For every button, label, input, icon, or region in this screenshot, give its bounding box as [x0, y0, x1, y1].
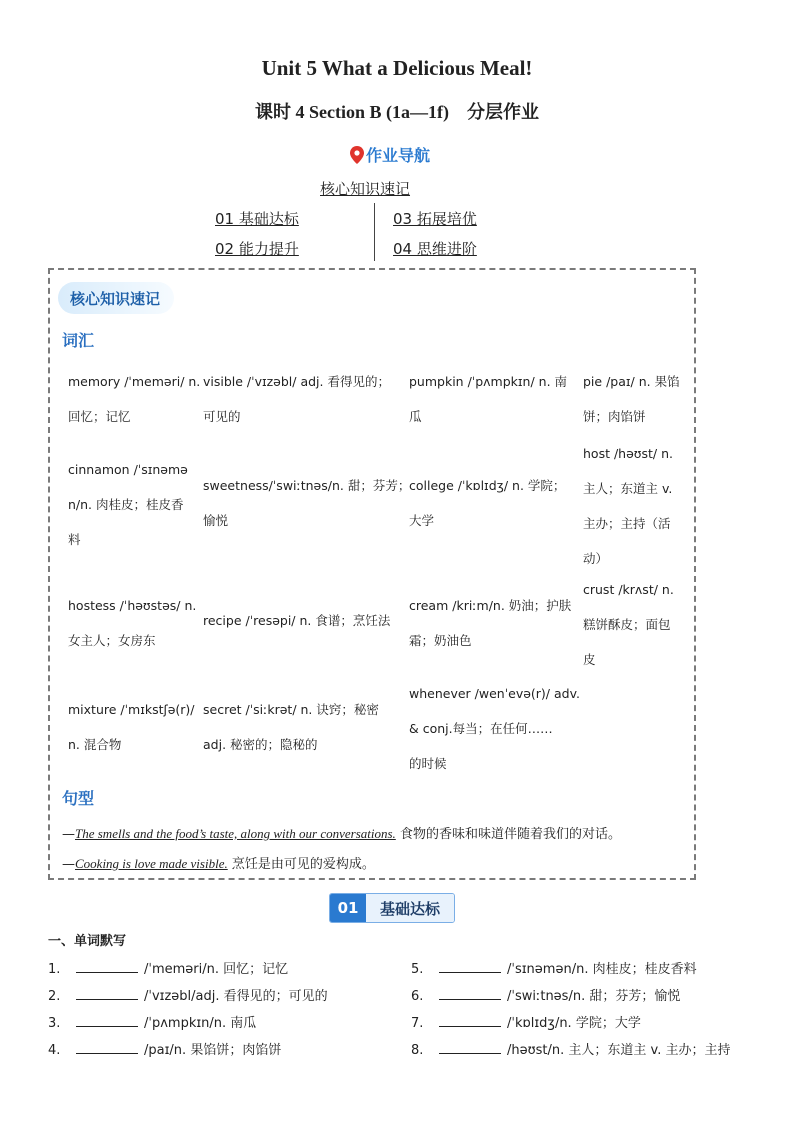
nav-link-02[interactable]: 02 能力提升 — [215, 240, 299, 258]
vocab-memory: memory /ˈmeməri/ n. 回忆；记忆 — [68, 374, 201, 424]
nav-link-01[interactable]: 01 基础达标 — [215, 210, 299, 228]
exercise-item: 3. /ˈpʌmpkɪn/n. 南瓜 — [48, 1016, 257, 1031]
pattern-1: —The smells and the food’s taste, along with our conversations. 食物的香味和味道伴随着我们的对话。 — [62, 826, 621, 842]
answer-blank[interactable] — [439, 960, 501, 973]
document-title: Unit 5 What a Delicious Meal! — [261, 56, 533, 80]
answer-blank[interactable] — [76, 987, 138, 1000]
vocab-host: host /həʊst/ n. 主人；东道主 v. 主办；主持（活 动） — [583, 446, 673, 566]
vocab-hostess: hostess /ˈhəʊstəs/ n. 女主人；女房东 — [68, 598, 197, 648]
vocab-cinnamon: cinnamon /ˈsɪnəmə n/n. 肉桂皮；桂皮香 料 — [68, 462, 188, 547]
vocab-cream: cream /kriːm/n. 奶油；护肤 霜；奶油色 — [409, 598, 572, 648]
vocab-pumpkin: pumpkin /ˈpʌmpkɪn/ n. 南 瓜 — [409, 374, 568, 424]
vocab-secret: secret /ˈsiːkrət/ n. 诀窍；秘密 adj. 秘密的；隐秘的 — [203, 702, 379, 752]
vocab-college: college /ˈkɒlɪdʒ/ n. 学院； 大学 — [409, 478, 566, 528]
exercise-title: 一、单词默写 — [48, 934, 127, 949]
document-subtitle: 课时 4 Section B (1a—1f) 分层作业 — [255, 102, 539, 122]
vocab-visible: visible /ˈvɪzəbl/ adj. 看得见的； 可见的 — [203, 374, 390, 424]
exercise-item: 2. /ˈvɪzəbl/adj. 看得见的；可见的 — [48, 989, 328, 1004]
homework-nav-heading — [350, 143, 430, 166]
answer-blank[interactable] — [439, 987, 501, 1000]
answer-blank[interactable] — [76, 1041, 138, 1054]
section-01-badge — [329, 893, 455, 923]
vocab-mixture: mixture /ˈmɪkstʃə(r)/ n. 混合物 — [68, 702, 195, 752]
core-knowledge-tag: 核心知识速记 — [58, 282, 174, 314]
exercise-item: 1. /ˈmeməri/n. 回忆；记忆 — [48, 962, 289, 977]
pattern-2-en: Cooking is love made visible. — [75, 856, 228, 871]
answer-blank[interactable] — [439, 1014, 501, 1027]
vocab-whenever: whenever /wenˈevə(r)/ adv. & conj.每当；在任何…… 的时候 — [409, 686, 580, 771]
answer-blank[interactable] — [76, 960, 138, 973]
nav-link-core-knowledge[interactable]: 核心知识速记 — [320, 180, 411, 198]
vocab-heading: 词汇 — [62, 331, 95, 350]
pattern-2: —Cooking is love made visible. 烹饪是由可见的爱构成。 — [62, 856, 375, 872]
answer-blank[interactable] — [76, 1014, 138, 1027]
vocab-sweetness: sweetness/ˈswiːtnəs/n. 甜；芬芳； 愉悦 — [203, 478, 411, 528]
section-01-label: 基础达标 — [366, 894, 454, 922]
exercise-item: 6. /ˈswiːtnəs/n. 甜；芬芳；愉悦 — [411, 989, 681, 1004]
location-pin-icon — [350, 146, 364, 164]
pattern-2-zh: 烹饪是由可见的爱构成。 — [231, 857, 375, 872]
pattern-1-zh: 食物的香味和味道伴随着我们的对话。 — [399, 827, 621, 842]
nav-link-04[interactable]: 04 思维进阶 — [393, 240, 477, 258]
section-01-number: 01 — [330, 894, 366, 922]
nav-divider — [374, 203, 375, 261]
vocab-pie: pie /paɪ/ n. 果馅 饼；肉馅饼 — [583, 374, 680, 424]
pattern-1-en: The smells and the food’s taste, along with our conversations. — [75, 826, 396, 841]
vocab-recipe: recipe /ˈresəpi/ n. 食谱；烹饪法 — [203, 613, 391, 628]
exercise-item: 7. /ˈkɒlɪdʒ/n. 学院；大学 — [411, 1016, 641, 1031]
nav-heading-text: 作业导航 — [366, 146, 431, 165]
answer-blank[interactable] — [439, 1041, 501, 1054]
vocab-crust: crust /krʌst/ n. 糕饼酥皮；面包 皮 — [583, 582, 674, 667]
exercise-item: 5. /ˈsɪnəmən/n. 肉桂皮；桂皮香料 — [411, 962, 697, 977]
exercise-item: 4. /paɪ/n. 果馅饼；肉馅饼 — [48, 1043, 282, 1058]
pattern-heading: 句型 — [62, 789, 95, 808]
exercise-item: 8. /həʊst/n. 主人；东道主 v. 主办；主持 — [411, 1043, 731, 1058]
core-knowledge-box — [48, 268, 696, 880]
nav-link-03[interactable]: 03 拓展培优 — [393, 210, 477, 228]
